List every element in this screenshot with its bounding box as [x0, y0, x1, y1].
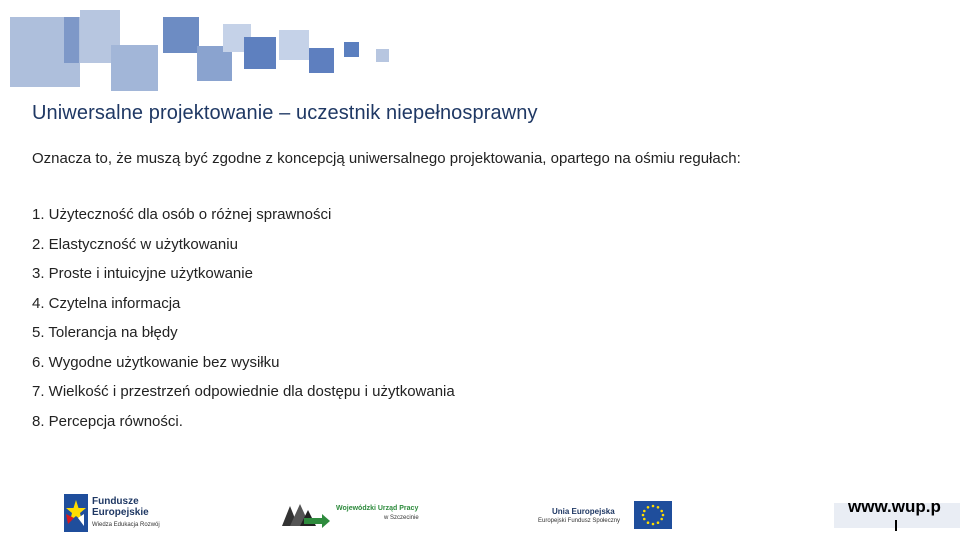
fe-line3: Wiedza Edukacja Rozwój [92, 522, 160, 528]
eu-flag-icon [634, 501, 672, 529]
wup-mountain-icon [282, 500, 332, 528]
list-item: 7. Wielkość i przestrzeń odpowiednie dla dostępu i użytkowania [32, 383, 455, 400]
square [244, 37, 276, 69]
square [309, 48, 334, 73]
fe-line2: Europejskie [92, 507, 149, 518]
list-item: 6. Wygodne użytkowanie bez wysiłku [32, 353, 280, 371]
fe-star-icon [64, 494, 88, 532]
eu-line2: Europejski Fundusz Społeczny [538, 518, 621, 524]
eu-logo [538, 501, 678, 531]
list-item: 8. Percepcja równości. [32, 412, 183, 430]
list-item: 5. Tolerancja na błędy [32, 324, 178, 341]
square [64, 17, 79, 63]
square [163, 17, 199, 53]
square [376, 49, 389, 62]
wup-line2: w Szczecinie [384, 515, 419, 521]
intro-text: Oznacza to, że muszą być zgodne z koncepcją uniwersalnego projektowania, opartego na ośmiu regułach: [32, 150, 741, 167]
website-url-tail [895, 520, 897, 531]
list-item: 1. Użyteczność dla osób o różnej sprawności [32, 206, 332, 223]
website-url[interactable]: www.wup.p [848, 497, 941, 516]
wup-logo [282, 500, 432, 530]
fundusze-europejskie-logo [64, 494, 184, 534]
wup-line1: Wojewódzki Urząd Pracy [336, 505, 419, 512]
slide-title: Uniwersalne projektowanie – uczestnik niepełnosprawny [32, 102, 538, 124]
square [344, 42, 359, 57]
rules-list [32, 204, 455, 440]
list-item: 2. Elastyczność w użytkowaniu [32, 235, 238, 253]
list-item: 3. Proste i intuicyjne użytkowanie [32, 265, 253, 282]
list-item: 4. Czytelna informacja [32, 294, 181, 312]
square [279, 30, 309, 60]
fe-line1: Fundusze [92, 496, 139, 507]
square [111, 45, 158, 91]
eu-line1: Unia Europejska [552, 507, 615, 516]
